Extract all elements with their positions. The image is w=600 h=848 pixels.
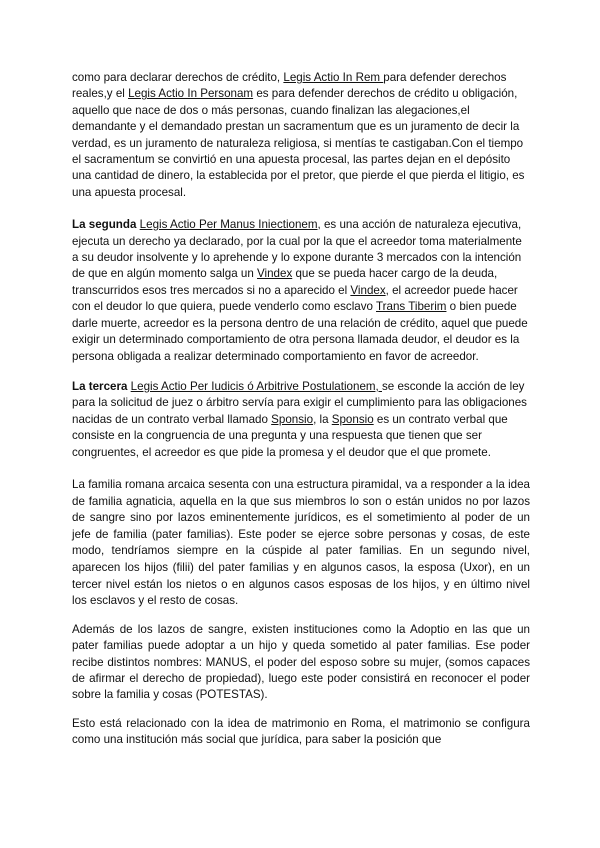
- term-vindex: Vindex: [350, 283, 386, 297]
- term-sponsio: Sponsio: [271, 412, 314, 426]
- text: , el acreedor puede hacer con el deudor lo que quiera, puede venderlo como esclavo: [72, 283, 518, 314]
- text: es para defender derechos de crédito u obligación, aquello que nace de dos o más personas, cuando finalizan las alegaciones,el demandante y el demandado prestan un sacramentum que es un juramento de decir la verdad, es un juramento de naturaleza religiosa, si mentías te castigaban.Con el tiempo el sacramentum se convirtió en una apuesta procesal, las partes dejan en el depósito una cantidad de dinero, la establecida por el pretor, que pierde el que pierda el litigio, es una apuesta procesal.: [72, 87, 525, 199]
- term-trans-tiberim: Trans Tiberim: [376, 300, 447, 314]
- text: que se pueda hacer cargo de la deuda, transcurridos esos tres mercados si no a aparecido el: [72, 267, 498, 297]
- paragraph-matrimonio: Esto está relacionado con la idea de matrimonio en Roma, el matrimonio se configura como una institución más social que jurídica, para saber la posición que: [72, 716, 530, 747]
- text: o bien puede darle muerte, acreedor es la persona dentro de una relación de crédito, aquel que puede exigir un determinado comportamiento de otra persona llamada deudor, el deudor es la persona obligada a realizar determinado comportamiento en favor de acreedor.: [72, 300, 528, 363]
- text: se esconde la acción de ley para la solicitud de juez o árbitro servía para exigir el cumplimiento para las obligaciones nacidas de un contrato verbal llamado: [72, 379, 527, 426]
- text: como para declarar derechos de crédito,: [72, 71, 284, 84]
- heading-la-tercera: La tercera: [72, 379, 128, 393]
- heading-la-segunda: La segunda: [72, 218, 137, 232]
- text: para defender derechos reales,y el: [72, 71, 507, 101]
- paragraph-la-segunda: [72, 217, 530, 365]
- term-iudicis-arbitrive: Legis Actio Per Iudicis ó Arbitrive Postulationem,: [130, 379, 382, 393]
- text: es un contrato verbal que consiste en la congruencia de una pregunta y una respuesta que tienen que ser congruentes, el acreedor es que pide la promesa y el deudor que el que promete.: [72, 412, 508, 459]
- term-sponsio: Sponsio: [331, 412, 374, 426]
- paragraph-lazos-de-sangre: Además de los lazos de sangre, existen instituciones como la Adoptio en las que un pater familias puede adoptar a un hijo y queda sometido al pater familias. Ese poder recibe distintos nombres: MANUS, el poder del esposo sobre su mujer, (somos capaces de afirmar el derecho de propiedad), luego este poder consistirá en reconocer el poder sobre la familia y cosas (POTESTAS).: [72, 622, 530, 702]
- term-vindex: Vindex: [257, 267, 293, 281]
- paragraph-legis-actio-sacramento: [72, 70, 530, 201]
- term-legis-actio-in-personam: Legis Actio In Personam: [128, 87, 254, 101]
- term-legis-actio-in-rem: Legis Actio In Rem: [283, 71, 384, 84]
- paragraph-la-tercera: [72, 379, 530, 461]
- text: , la: [313, 412, 332, 426]
- text: , es una acción de naturaleza ejecutiva, ejecuta un derecho ya declarado, por la cual por la que el acreedor toma materialmente a su deudor insolvente y lo aprehende y lo expone durante 3 mercados con la intención de que en algún momento salga un: [72, 218, 522, 281]
- paragraph-familia-romana: La familia romana arcaica sesenta con una estructura piramidal, va a responder a la idea de familia agnaticia, aquella en la que sus miembros lo son o están unidos no por lazos de sangre sino por lazos eminentemente jurídicos, es el sometimiento al poder de un jefe de familia (pater familias). Este poder se ejerce sobre personas y cosas, de este modo, tendríamos siempre en la cúspide al pater familias. En un segundo nivel, aparecen los hijos (filii) del pater familias y en algunos casos, la esposa (Uxor), en un tercer nivel están los nietos o en algunos casos esposas de los hijos, y en último nivel los esclavos y el resto de cosas.: [72, 477, 530, 608]
- term-manus-iniectionem: Legis Actio Per Manus Iniectionem: [139, 218, 318, 232]
